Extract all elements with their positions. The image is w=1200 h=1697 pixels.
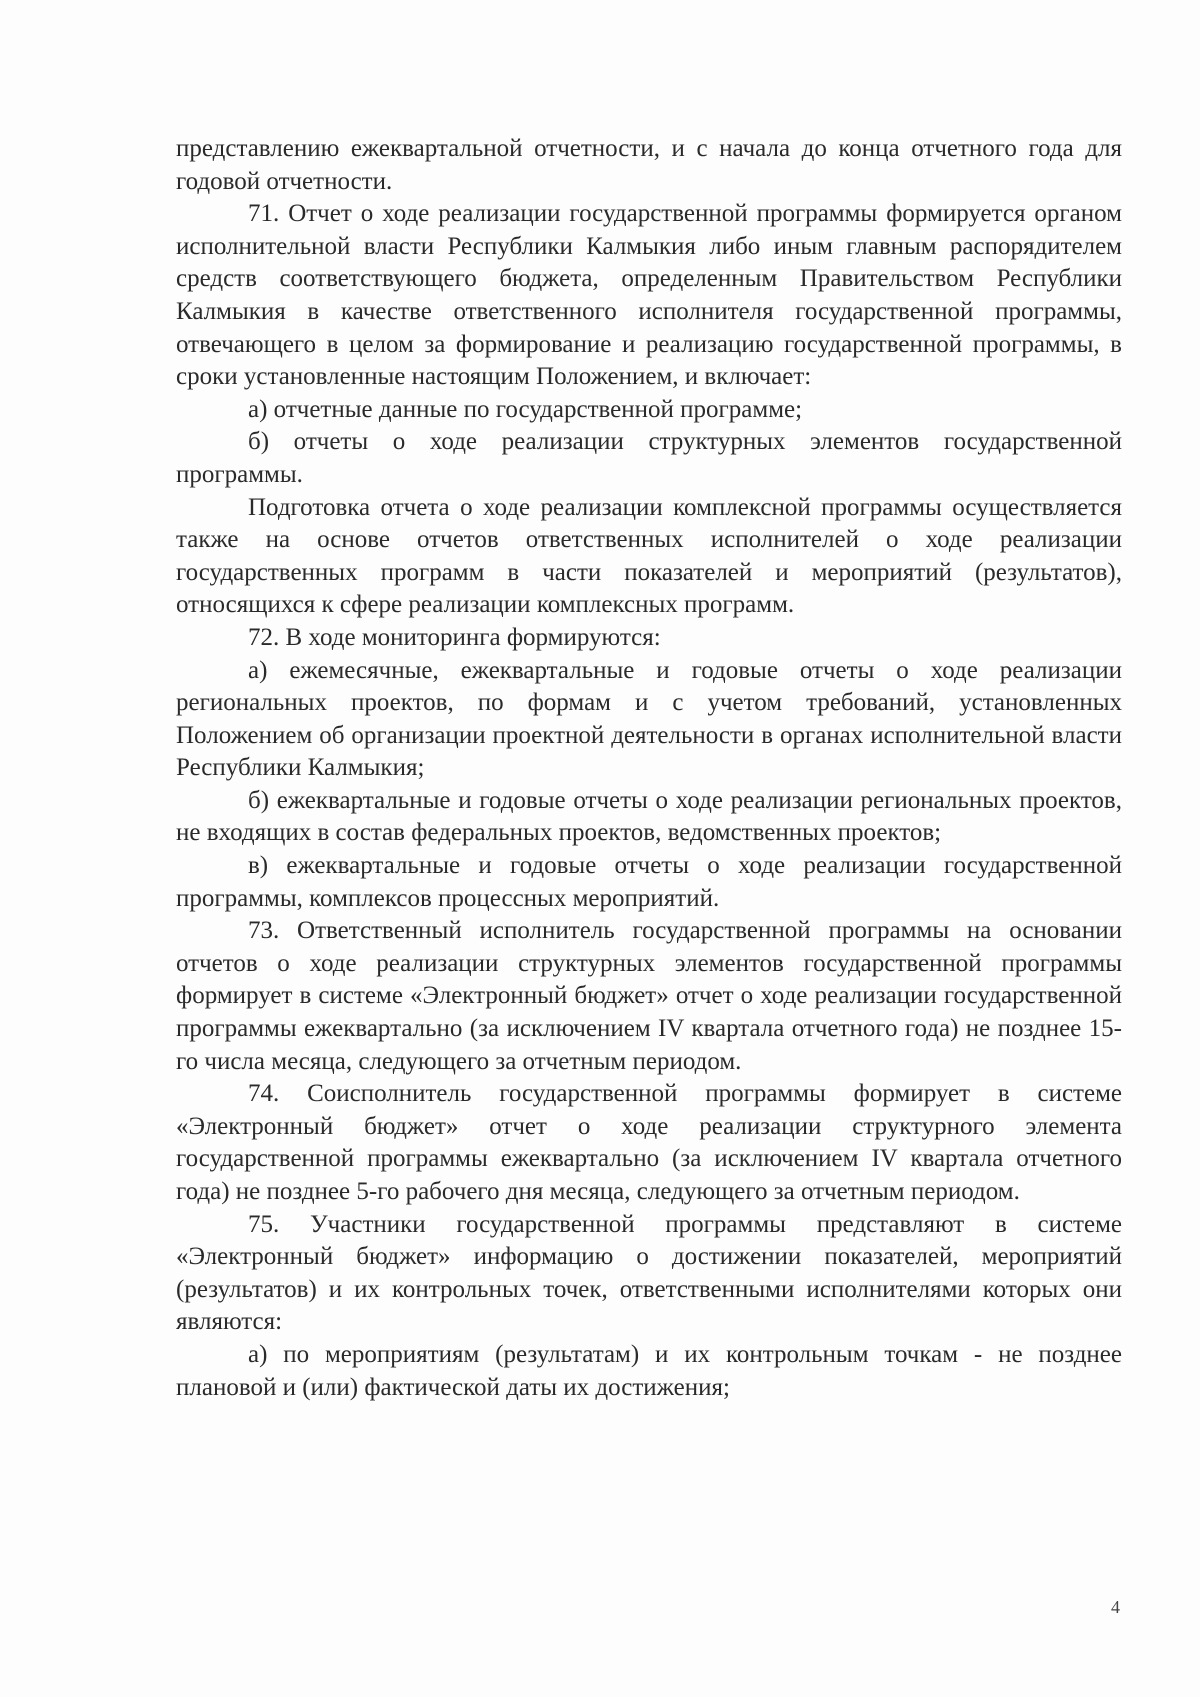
paragraph-75: 75. Участники государственной программы представляют в системе «Электронный бюджет» информацию о достижении показателей, мероприятий (результатов) и их контрольных точек, ответственными исполнителями которых они являются: [176, 1210, 1122, 1336]
paragraph-74: 74. Соисполнитель государственной программы формирует в системе «Электронный бюджет» отчет о ходе реализации структурного элемента государственной программы ежеквартально (за исключением IV квартала отчетного года) не позднее 5-го рабочего дня месяца, следующего за отчетным периодом. [176, 1080, 1122, 1205]
paragraph-71-item-a: а) отчетные данные по государственной программе; [248, 395, 803, 423]
document-body [176, 133, 1122, 1404]
paragraph-72-item-c: в) ежеквартальные и годовые отчеты о ходе реализации государственной программы, комплексов процессных мероприятий. [176, 852, 1122, 912]
paragraph-continuation: представлению ежеквартальной отчетности, и с начала до конца отчетного года для годовой отчетности. [176, 135, 1122, 195]
page-number: 4 [1111, 1597, 1120, 1617]
paragraph-75-item-a: а) по мероприятиям (результатам) и их контрольным точкам - не позднее плановой и (или) фактической даты их достижения; [176, 1340, 1122, 1401]
paragraph-71-item-b: б) отчеты о ходе реализации структурных элементов государственной программы. [176, 428, 1122, 488]
paragraph-72-item-b: б) ежеквартальные и годовые отчеты о ходе реализации региональных проектов, не входящих в состав федеральных проектов, ведомственных проектов; [176, 786, 1122, 847]
paragraph-71: 71. Отчет о ходе реализации государственной программы формируется органом исполнительной власти Республики Калмыкия либо иным главным распорядителем средств соответствующего бюджета, определенным Правительством Республики Калмыкия в качестве ответственного исполнителя государственной программы, отвечающего в целом за формирование и реализацию государственной программы, в сроки установленные настоящим Положением, и включает: [176, 200, 1122, 391]
paragraph-73: 73. Ответственный исполнитель государственной программы на основании отчетов о ходе реализации структурных элементов государственной программы формирует в системе «Электронный бюджет» отчет о ходе реализации государственной программы ежеквартально (за исключением IV квартала отчетного года) не позднее 15-го числа месяца, следующего за отчетным периодом. [176, 917, 1122, 1075]
paragraph-72: 72. В ходе мониторинга формируются: [248, 623, 661, 651]
paragraph-complex-program: Подготовка отчета о ходе реализации комплексной программы осуществляется также на основе отчетов ответственных исполнителей о ходе реализации государственных программ в части показателей и мероприятий (результатов), относящихся к сфере реализации комплексных программ. [176, 493, 1122, 619]
paragraph-72-item-a: а) ежемесячные, ежеквартальные и годовые отчеты о ходе реализации региональных проектов, по формам и с учетом требований, установленных Положением об организации проектной деятельности в органах исполнительной власти Республики Калмыкия; [176, 656, 1122, 782]
